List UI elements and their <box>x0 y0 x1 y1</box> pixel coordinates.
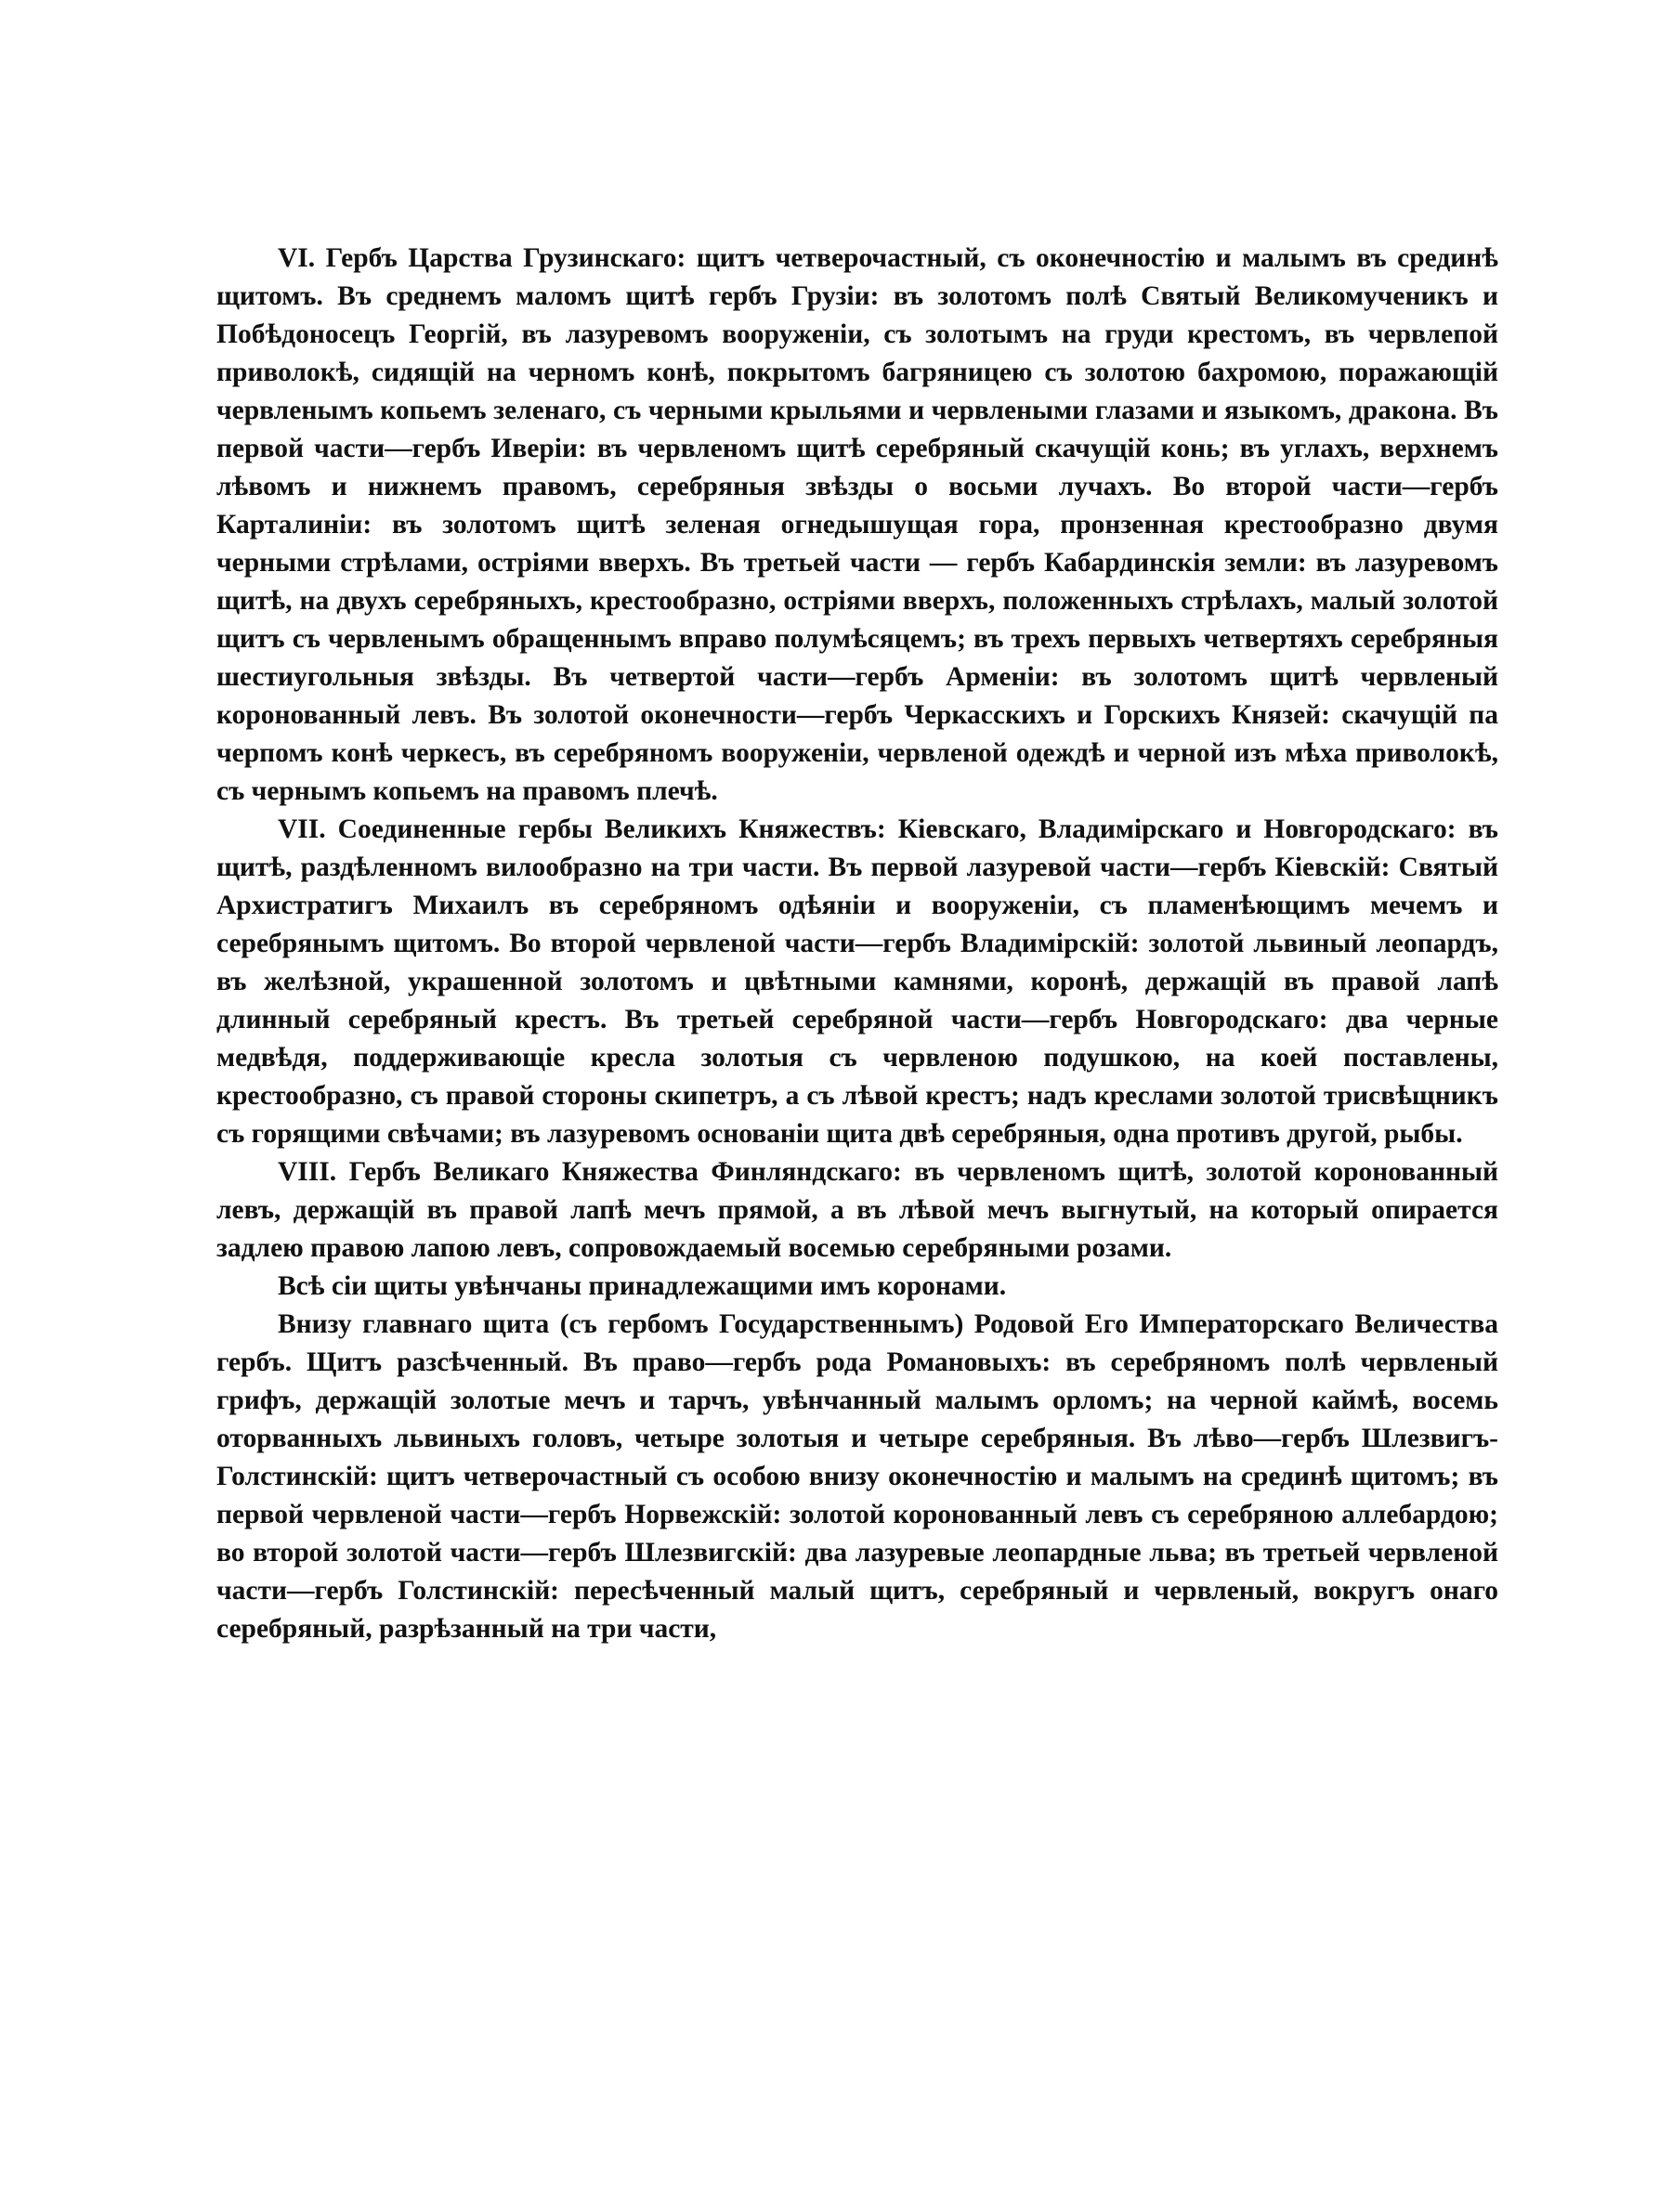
paragraph-imperial-family-arms: Внизу главнаго щита (съ гербомъ Государственнымъ) Родовой Его Императорскаго Величества гербъ. Щитъ разсѣченный. Въ право—гербъ рода Романовыхъ: въ серебряномъ полѣ червленый грифъ, держащій золотые мечъ и тарчъ, увѣнчанный малымъ орломъ; на черной каймѣ, восемь оторванныхъ львиныхъ головъ, четыре золотыя и четыре серебряныя. Въ лѣво—гербъ Шлезвигъ-Голстинскій: щитъ четверочастный съ особою внизу оконечностію и малымъ на срединѣ щитомъ; въ первой червленой части—гербъ Норвежскій: золотой коронованный левъ съ серебряною аллебардою; во второй золотой части—гербъ Шлезвигскій: два лазуревые леопардные льва; въ третьей червленой части—гербъ Голстинскій: пересѣченный малый щитъ, серебряный и червленый, вокругъ онаго серебряный, разрѣзанный на три части, <box>216 1309 1498 1644</box>
paragraph-viii-finland: VIII. Гербъ Великаго Княжества Финляндскаго: въ червленомъ щитѣ, золотой коронованный левъ, держащій въ правой лапѣ мечъ прямой, а въ лѣвой мечъ выгнутый, на который опирается задлею правою лапою левъ, сопровождаемый восемью серебряными розами. <box>216 1157 1498 1263</box>
paragraph-vii-grand-principalities: VII. Соединенные гербы Великихъ Княжествъ: Кіевскаго, Владимірскаго и Новгородскаго: въ щитѣ, раздѣленномъ вилообразно на три части. Въ первой лазуревой части—гербъ Кіевскій: Святый Архистратигъ Михаилъ въ серебряномъ одѣяніи и вооруженіи, съ пламенѣющимъ мечемъ и серебрянымъ щитомъ. Во второй червленой части—гербъ Владимірскій: золотой львиный леопардъ, въ желѣзной, украшенной золотомъ и цвѣтными камнями, коронѣ, держащій въ правой лапѣ длинный серебряный крестъ. Въ третьей серебряной части—гербъ Новгородскаго: два черные медвѣдя, поддерживающіе кресла золотыя съ червленою подушкою, на коей поставлены, крестообразно, съ правой стороны скипетръ, а съ лѣвой крестъ; надъ креслами золотой трисвѣщникъ съ горящими свѣчами; въ лазуревомъ основаніи щита двѣ серебряныя, одна противъ другой, рыбы. <box>216 814 1498 1149</box>
paragraph-crowns: Всѣ сіи щиты увѣнчаны принадлежащими имъ коронами. <box>278 1271 1007 1301</box>
body-text <box>216 240 1498 1648</box>
paragraph-vi-georgia: VI. Гербъ Царства Грузинскаго: щитъ четверочастный, съ оконечностію и малымъ въ срединѣ щитомъ. Въ среднемъ маломъ щитѣ гербъ Грузіи: въ золотомъ полѣ Святый Великомученикъ и Побѣдоносецъ Георгій, въ лазуревомъ вооруженіи, съ золотымъ на груди крестомъ, въ червлепой приволокѣ, сидящій на черномъ конѣ, покрытомъ багряницею съ золотою бахромою, поражающій червленымъ копьемъ зеленаго, съ черными крыльями и червлеными глазами и языкомъ, дракона. Въ первой части—гербъ Иверіи: въ червленомъ щитѣ серебряный скачущій конь; въ углахъ, верхнемъ лѣвомъ и нижнемъ правомъ, серебряныя звѣзды о восьми лучахъ. Во второй части—гербъ Карталиніи: въ золотомъ щитѣ зеленая огнедышущая гора, пронзенная крестообразно двумя черными стрѣлами, остріями вверхъ. Въ третьей части — гербъ Кабардинскія земли: въ лазуревомъ щитѣ, на двухъ серебряныхъ, крестообразно, остріями вверхъ, положенныхъ стрѣлахъ, малый золотой щитъ съ червленымъ обращеннымъ вправо полумѣсяцемъ; въ трехъ первыхъ четвертяхъ серебряныя шестиугольныя звѣзды. Въ четвертой части—гербъ Арменіи: въ золотомъ щитѣ червленый коронованный левъ. Въ золотой оконечности—гербъ Черкасскихъ и Горскихъ Князей: скачущій па черпомъ конѣ черкесъ, въ серебряномъ вооруженіи, червленой одеждѣ и черной изъ мѣха приволокѣ, съ чернымъ копьемъ на правомъ плечѣ. <box>216 243 1498 806</box>
